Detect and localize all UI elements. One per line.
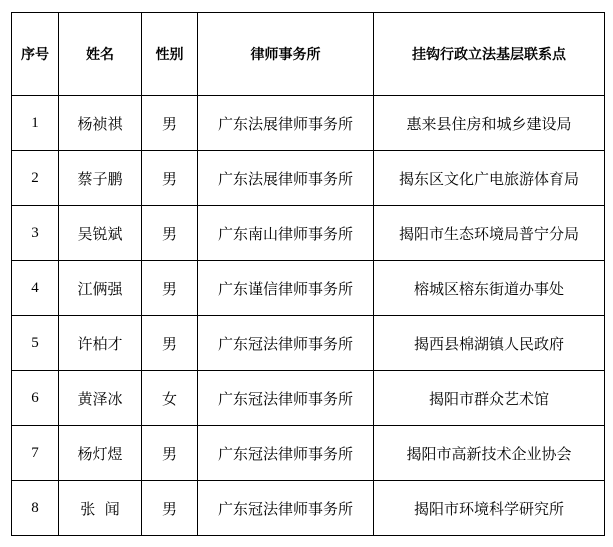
cell-law-firm: 广东法展律师事务所	[198, 151, 374, 206]
cell-serial-number: 4	[12, 261, 59, 316]
cell-contact-point: 揭西县棉湖镇人民政府	[374, 316, 605, 371]
cell-contact-point: 揭阳市生态环境局普宁分局	[374, 206, 605, 261]
table-row	[12, 261, 605, 316]
cell-serial-number: 7	[12, 426, 59, 481]
cell-gender: 男	[142, 481, 198, 536]
lawyer-contact-table	[11, 12, 605, 536]
cell-name: 江俩强	[59, 261, 142, 316]
cell-law-firm: 广东冠法律师事务所	[198, 371, 374, 426]
cell-name: 杨灯煜	[59, 426, 142, 481]
cell-gender: 男	[142, 206, 198, 261]
table-row	[12, 316, 605, 371]
cell-gender: 男	[142, 426, 198, 481]
cell-contact-point: 揭阳市群众艺术馆	[374, 371, 605, 426]
cell-serial-number: 2	[12, 151, 59, 206]
cell-serial-number: 5	[12, 316, 59, 371]
cell-gender: 男	[142, 151, 198, 206]
table-row	[12, 371, 605, 426]
cell-name: 许柏才	[59, 316, 142, 371]
header-serial-number: 序号	[12, 13, 59, 96]
cell-law-firm: 广东法展律师事务所	[198, 96, 374, 151]
cell-law-firm: 广东冠法律师事务所	[198, 316, 374, 371]
header-contact-point: 挂钩行政立法基层联系点	[374, 13, 605, 96]
table-row	[12, 481, 605, 536]
cell-name: 吴锐斌	[59, 206, 142, 261]
table-row	[12, 206, 605, 261]
table-row	[12, 96, 605, 151]
cell-law-firm: 广东谨信律师事务所	[198, 261, 374, 316]
header-gender: 性别	[142, 13, 198, 96]
cell-gender: 男	[142, 96, 198, 151]
cell-name: 杨祯祺	[59, 96, 142, 151]
cell-contact-point: 揭阳市高新技术企业协会	[374, 426, 605, 481]
cell-serial-number: 1	[12, 96, 59, 151]
cell-gender: 男	[142, 261, 198, 316]
cell-contact-point: 揭东区文化广电旅游体育局	[374, 151, 605, 206]
cell-gender: 女	[142, 371, 198, 426]
header-name: 姓名	[59, 13, 142, 96]
cell-contact-point: 榕城区榕东街道办事处	[374, 261, 605, 316]
header-law-firm: 律师事务所	[198, 13, 374, 96]
cell-law-firm: 广东冠法律师事务所	[198, 481, 374, 536]
cell-name: 黄泽冰	[59, 371, 142, 426]
cell-serial-number: 8	[12, 481, 59, 536]
cell-serial-number: 3	[12, 206, 59, 261]
cell-name: 蔡子鹏	[59, 151, 142, 206]
table-row	[12, 426, 605, 481]
cell-contact-point: 揭阳市环境科学研究所	[374, 481, 605, 536]
cell-name: 张 闻	[59, 481, 142, 536]
cell-contact-point: 惠来县住房和城乡建设局	[374, 96, 605, 151]
table-header-row	[12, 13, 605, 96]
cell-serial-number: 6	[12, 371, 59, 426]
cell-law-firm: 广东冠法律师事务所	[198, 426, 374, 481]
table-row	[12, 151, 605, 206]
cell-gender: 男	[142, 316, 198, 371]
cell-law-firm: 广东南山律师事务所	[198, 206, 374, 261]
